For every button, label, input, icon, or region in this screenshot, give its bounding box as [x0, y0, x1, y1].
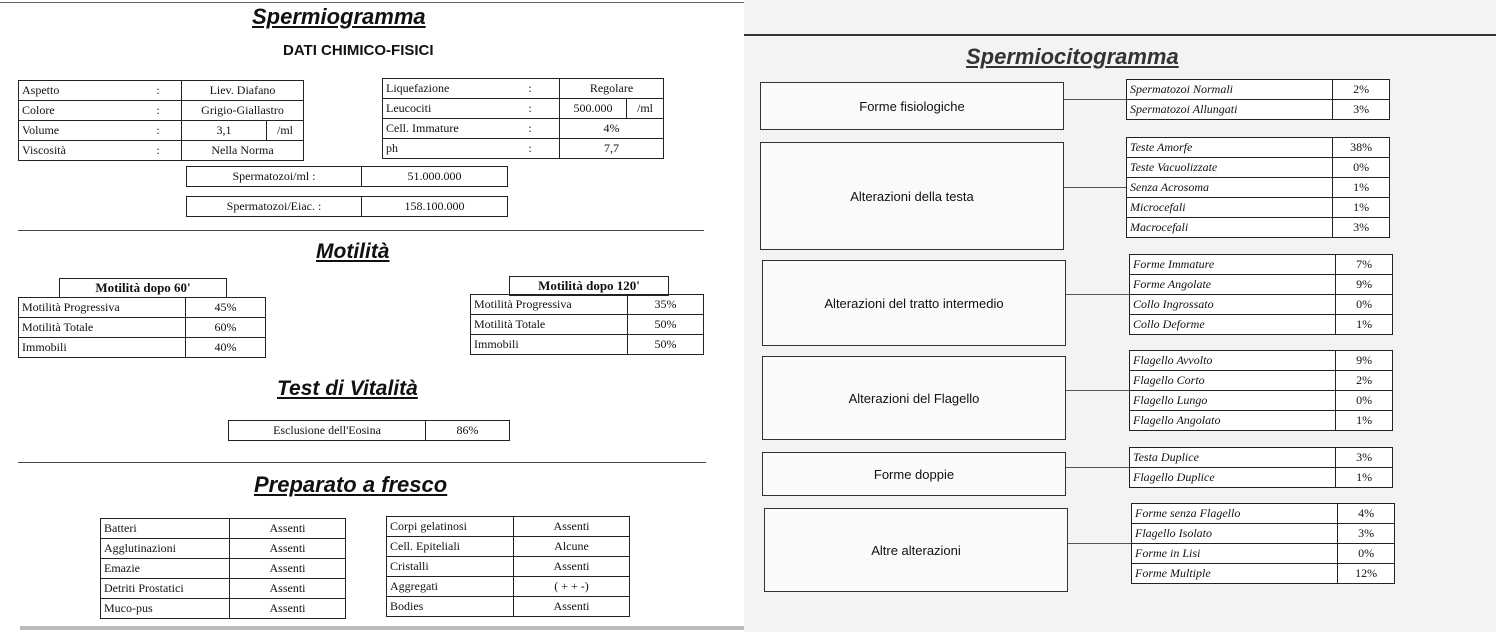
- chem-value: Grigio-Giallastro: [182, 101, 304, 121]
- table-row: [1130, 295, 1393, 315]
- table-row: [1130, 371, 1393, 391]
- spermiocitogramma-page: [744, 0, 1496, 632]
- chem-separator: :: [135, 101, 182, 121]
- morphology-label: Teste Vacuolizzate: [1127, 158, 1333, 178]
- morphology-label: Macrocefali: [1127, 218, 1333, 238]
- morphology-value: 2%: [1336, 371, 1393, 391]
- table-row: [1127, 218, 1390, 238]
- preparato-right-table: [386, 516, 630, 617]
- chem-value: 500.000: [560, 99, 627, 119]
- morphology-value: 3%: [1338, 524, 1395, 544]
- morphology-label: Senza Acrosoma: [1127, 178, 1333, 198]
- motilita-120-table: [470, 294, 704, 355]
- morphology-label: Flagello Corto: [1130, 371, 1336, 391]
- chem-separator: :: [135, 121, 182, 141]
- chem-label: Colore: [19, 101, 136, 121]
- row-value: Assenti: [514, 597, 630, 617]
- row-value: Assenti: [514, 517, 630, 537]
- count-eiac-value: 158.100.000: [362, 197, 508, 217]
- chem-label: Viscosità: [19, 141, 136, 161]
- vitalita-table: [228, 420, 510, 441]
- motilita-120-header: Motilità dopo 120': [509, 276, 669, 296]
- chem-label: Aspetto: [19, 81, 136, 101]
- row-value: 40%: [186, 338, 266, 358]
- table-row: [19, 318, 266, 338]
- morphology-value: 1%: [1333, 178, 1390, 198]
- table-row: [1127, 80, 1390, 100]
- row-label: Cristalli: [387, 557, 514, 577]
- morphology-value: 3%: [1333, 100, 1390, 120]
- top-rule: [744, 34, 1496, 36]
- group-box: Alterazioni della testa: [760, 142, 1064, 250]
- group-box: Altre alterazioni: [764, 508, 1068, 592]
- connector-line: [1064, 187, 1126, 188]
- row-label: Motilità Totale: [471, 315, 628, 335]
- count-ml-label: Spermatozoi/ml :: [187, 167, 362, 187]
- motilita-60-table: [18, 297, 266, 358]
- morphology-value: 12%: [1338, 564, 1395, 584]
- morphology-value: 1%: [1336, 468, 1393, 488]
- chem-row: [383, 79, 664, 99]
- row-value: Assenti: [230, 519, 346, 539]
- vitalita-value: 86%: [426, 421, 510, 441]
- chem-separator: :: [135, 141, 182, 161]
- row-label: Corpi gelatinosi: [387, 517, 514, 537]
- table-row: [101, 539, 346, 559]
- row-value: Alcune: [514, 537, 630, 557]
- chem-value: 3,1: [182, 121, 267, 141]
- chem-right-table: [382, 78, 664, 159]
- morphology-label: Spermatozoi Allungati: [1127, 100, 1333, 120]
- table-row: [1132, 544, 1395, 564]
- morphology-value: 3%: [1333, 218, 1390, 238]
- morphology-value: 9%: [1336, 275, 1393, 295]
- row-label: Immobili: [19, 338, 186, 358]
- table-row: [471, 315, 704, 335]
- group-table: [1131, 503, 1395, 584]
- morphology-value: 4%: [1338, 504, 1395, 524]
- table-row: [387, 557, 630, 577]
- morphology-value: 7%: [1336, 255, 1393, 275]
- count-eiac-label: Spermatozoi/Eiac. :: [187, 197, 362, 217]
- row-value: ( + + -): [514, 577, 630, 597]
- chem-unit: /ml: [627, 99, 664, 119]
- count-ml-table: [186, 166, 508, 187]
- spermiogramma-page: [0, 0, 744, 632]
- chem-label: Liquefazione: [383, 79, 502, 99]
- morphology-label: Testa Duplice: [1130, 448, 1336, 468]
- morphology-label: Flagello Isolato: [1132, 524, 1338, 544]
- morphology-label: Collo Ingrossato: [1130, 295, 1336, 315]
- connector-line: [1066, 467, 1129, 468]
- table-row: [1130, 468, 1393, 488]
- row-value: 35%: [628, 295, 704, 315]
- row-label: Cell. Epiteliali: [387, 537, 514, 557]
- chem-separator: :: [501, 119, 560, 139]
- chem-separator: :: [501, 99, 560, 119]
- chem-row: [383, 99, 664, 119]
- row-value: Assenti: [514, 557, 630, 577]
- table-row: [1127, 198, 1390, 218]
- row-value: 60%: [186, 318, 266, 338]
- row-value: 50%: [628, 315, 704, 335]
- group-box: Forme fisiologiche: [760, 82, 1064, 130]
- row-label: Muco-pus: [101, 599, 230, 619]
- chem-label: Leucociti: [383, 99, 502, 119]
- table-row: [1130, 411, 1393, 431]
- morphology-value: 0%: [1338, 544, 1395, 564]
- row-label: Motilità Progressiva: [471, 295, 628, 315]
- morphology-label: Forme senza Flagello: [1132, 504, 1338, 524]
- table-row: [1132, 504, 1395, 524]
- table-row: [1127, 158, 1390, 178]
- table-row: [1130, 351, 1393, 371]
- morphology-label: Spermatozoi Normali: [1127, 80, 1333, 100]
- chem-value: 7,7: [560, 139, 664, 159]
- table-row: [19, 338, 266, 358]
- group-box: Forme doppie: [762, 452, 1066, 496]
- connector-line: [1064, 99, 1126, 100]
- table-row: [1127, 178, 1390, 198]
- chem-label: ph: [383, 139, 502, 159]
- row-label: Motilità Progressiva: [19, 298, 186, 318]
- chem-separator: :: [501, 139, 560, 159]
- morphology-label: Flagello Avvolto: [1130, 351, 1336, 371]
- chem-unit: /ml: [267, 121, 304, 141]
- table-row: [101, 599, 346, 619]
- preparato-left-table: [100, 518, 346, 619]
- table-row: [1132, 524, 1395, 544]
- morphology-value: 1%: [1333, 198, 1390, 218]
- table-row: [19, 298, 266, 318]
- spermiocitogramma-title: Spermiocitogramma: [966, 44, 1179, 69]
- group-table: [1129, 447, 1393, 488]
- chem-value: Regolare: [560, 79, 664, 99]
- table-row: [101, 519, 346, 539]
- top-divider: [0, 2, 744, 3]
- morphology-label: Microcefali: [1127, 198, 1333, 218]
- connector-line: [1068, 543, 1131, 544]
- divider-2: [18, 462, 706, 463]
- count-ml-row: [187, 167, 508, 187]
- morphology-value: 0%: [1336, 295, 1393, 315]
- morphology-value: 0%: [1333, 158, 1390, 178]
- morphology-value: 1%: [1336, 315, 1393, 335]
- group-table: [1129, 350, 1393, 431]
- count-ml-value: 51.000.000: [362, 167, 508, 187]
- table-row: [471, 295, 704, 315]
- group-table: [1126, 79, 1390, 120]
- morphology-value: 9%: [1336, 351, 1393, 371]
- table-row: [1127, 138, 1390, 158]
- chem-separator: :: [135, 81, 182, 101]
- row-value: Assenti: [230, 579, 346, 599]
- chem-label: Volume: [19, 121, 136, 141]
- bottom-edge: [20, 626, 744, 630]
- chem-row: [19, 141, 304, 161]
- chem-value: 4%: [560, 119, 664, 139]
- table-row: [1130, 315, 1393, 335]
- vitalita-label: Esclusione dell'Eosina: [229, 421, 426, 441]
- chem-label: Cell. Immature: [383, 119, 502, 139]
- morphology-value: 38%: [1333, 138, 1390, 158]
- vitalita-title: Test di Vitalità: [277, 377, 418, 400]
- table-row: [1130, 255, 1393, 275]
- row-label: Immobili: [471, 335, 628, 355]
- chem-row: [383, 119, 664, 139]
- morphology-label: Forme Immature: [1130, 255, 1336, 275]
- row-label: Bodies: [387, 597, 514, 617]
- motilita-title: Motilità: [316, 240, 390, 263]
- morphology-label: Forme Angolate: [1130, 275, 1336, 295]
- table-row: [101, 559, 346, 579]
- table-row: [471, 335, 704, 355]
- table-row: [1130, 448, 1393, 468]
- row-value: Assenti: [230, 539, 346, 559]
- group-box: Alterazioni del Flagello: [762, 356, 1066, 440]
- table-row: [1132, 564, 1395, 584]
- group-table: [1129, 254, 1393, 335]
- morphology-label: Teste Amorfe: [1127, 138, 1333, 158]
- motilita-60-header: Motilità dopo 60': [59, 278, 227, 298]
- morphology-label: Flagello Angolato: [1130, 411, 1336, 431]
- spermiogramma-title: Spermiogramma: [252, 4, 426, 29]
- divider-1: [18, 230, 704, 231]
- group-table: [1126, 137, 1390, 238]
- row-label: Detriti Prostatici: [101, 579, 230, 599]
- morphology-label: Flagello Lungo: [1130, 391, 1336, 411]
- row-value: Assenti: [230, 559, 346, 579]
- chem-row: [19, 121, 304, 141]
- row-label: Motilità Totale: [19, 318, 186, 338]
- chem-row: [19, 81, 304, 101]
- morphology-label: Flagello Duplice: [1130, 468, 1336, 488]
- count-eiac-row: [187, 197, 508, 217]
- chem-row: [383, 139, 664, 159]
- chem-row: [19, 101, 304, 121]
- chem-left-table: [18, 80, 304, 161]
- row-value: 45%: [186, 298, 266, 318]
- table-row: [1127, 100, 1390, 120]
- count-eiac-table: [186, 196, 508, 217]
- chem-value: Liev. Diafano: [182, 81, 304, 101]
- table-row: [387, 517, 630, 537]
- table-row: [101, 579, 346, 599]
- preparato-title: Preparato a fresco: [254, 472, 448, 497]
- connector-line: [1066, 390, 1129, 391]
- row-value: 50%: [628, 335, 704, 355]
- chem-separator: :: [501, 79, 560, 99]
- table-row: [387, 537, 630, 557]
- group-box: Alterazioni del tratto intermedio: [762, 260, 1066, 346]
- morphology-value: 1%: [1336, 411, 1393, 431]
- morphology-value: 3%: [1336, 448, 1393, 468]
- morphology-label: Forme Multiple: [1132, 564, 1338, 584]
- morphology-label: Collo Deforme: [1130, 315, 1336, 335]
- row-label: Emazie: [101, 559, 230, 579]
- row-label: Aggregati: [387, 577, 514, 597]
- row-label: Agglutinazioni: [101, 539, 230, 559]
- table-row: [387, 577, 630, 597]
- row-value: Assenti: [230, 599, 346, 619]
- row-label: Batteri: [101, 519, 230, 539]
- chem-value: Nella Norma: [182, 141, 304, 161]
- connector-line: [1066, 294, 1129, 295]
- vitalita-row: [229, 421, 510, 441]
- table-row: [1130, 391, 1393, 411]
- table-row: [387, 597, 630, 617]
- morphology-value: 0%: [1336, 391, 1393, 411]
- chem-phys-subtitle: DATI CHIMICO-FISICI: [283, 42, 434, 59]
- morphology-label: Forme in Lisi: [1132, 544, 1338, 564]
- morphology-value: 2%: [1333, 80, 1390, 100]
- table-row: [1130, 275, 1393, 295]
